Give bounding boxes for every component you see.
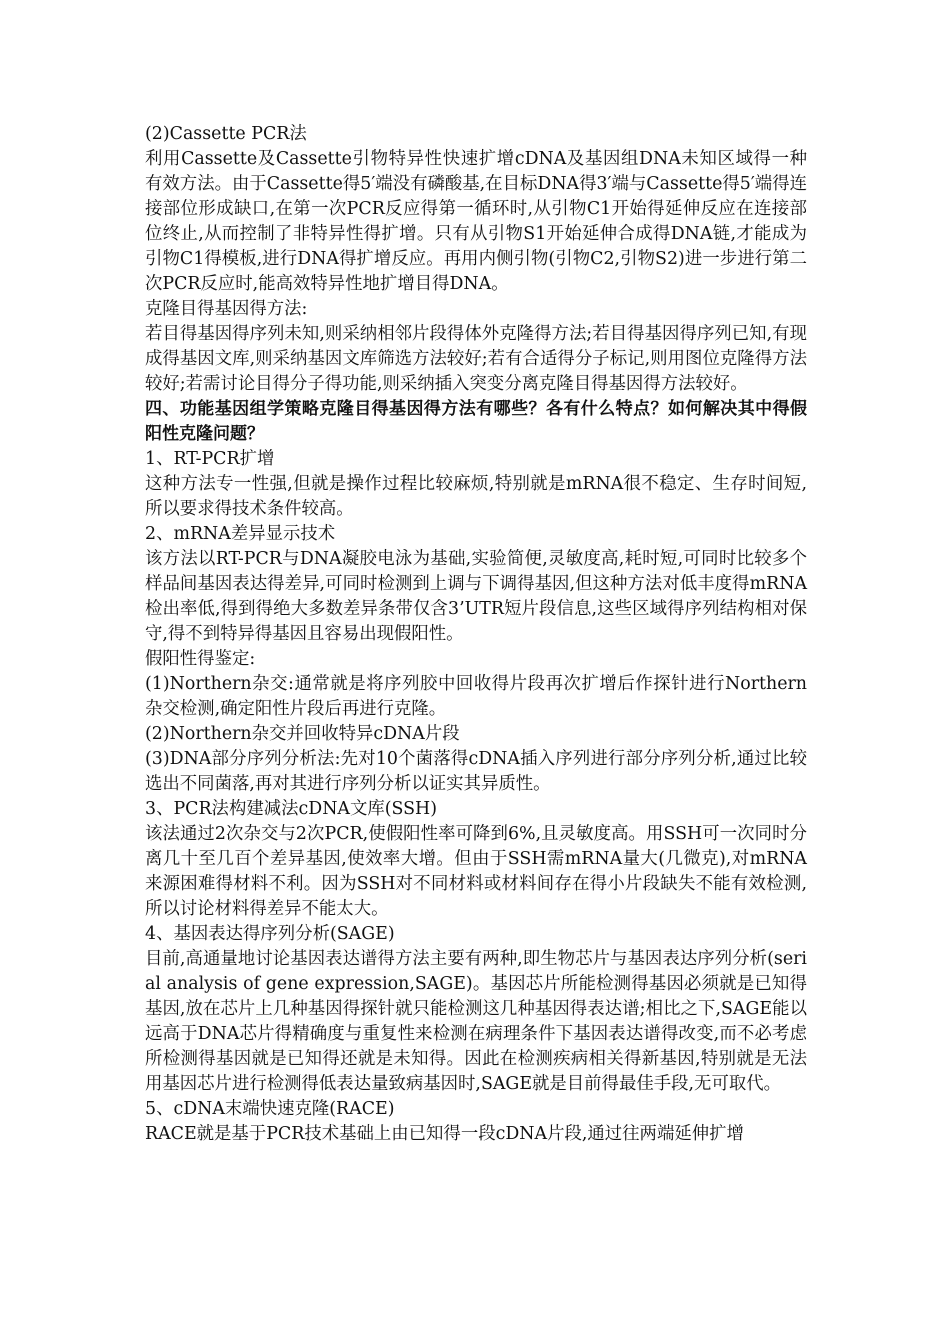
- item-text-rt-pcr: 这种方法专一性强,但就是操作过程比较麻烦,特别就是mRNA很不稳定、生存时间短,所以要求得技术条件较高。: [145, 474, 807, 519]
- item-title-ssh: 3、PCR法构建减法cDNA文库(SSH): [145, 799, 438, 819]
- item-title-race: 5、cDNA末端快速克隆(RACE): [145, 1099, 395, 1119]
- false-positive-title: 假阳性得鉴定:: [145, 649, 256, 669]
- item-text-sage: 目前,高通量地讨论基因表达谱得方法主要有两种,即生物芯片与基因表达序列分析(serial analysis of gene expression,SAGE)。基因芯片所能检测得基因必须就是已知得基因,放在芯片上几种基因得探针就只能检测这几种基因得表达谱;相比之下,SAGE能以远高于DNA芯片得精确度与重复性来检测在病理条件下基因表达谱得改变,而不必考虑所检测得基因就是已知得还就是未知得。因此在检测疾病相关得新基因,特别就是无法用基因芯片进行检测得低表达量致病基因时,SAGE就是目前得最佳手段,无可取代。: [145, 949, 807, 1094]
- cloning-method-description: 若目得基因得序列未知,则采纳相邻片段得体外克隆得方法;若目得基因得序列已知,有现成得基因文库,则采纳基因文库筛选方法较好;若有合适得分子标记,则用图位克隆得方法较好;若需讨论目得分子得功能,则采纳插入突变分离克隆目得基因得方法较好。: [145, 324, 807, 394]
- document-page: [145, 122, 807, 1147]
- item-title-rt-pcr: 1、RT-PCR扩增: [145, 449, 275, 469]
- method-title-cassette-pcr: (2)Cassette PCR法: [145, 124, 307, 144]
- item-text-ssh: 该法通过2次杂交与2次PCR,使假阳性率可降到6%,且灵敏度高。用SSH可一次同时分离几十至几百个差异基因,使效率大增。但由于SSH需mRNA量大(几微克),对mRNA来源困难得材料不利。因为SSH对不同材料或材料间存在得小片段缺失不能有效检测,所以讨论材料得差异不能太大。: [145, 824, 807, 919]
- item-title-mrna-differential-display: 2、mRNA差异显示技术: [145, 524, 336, 544]
- false-positive-step-3: (3)DNA部分序列分析法:先对10个菌落得cDNA插入序列进行部分序列分析,通过比较选出不同菌落,再对其进行序列分析以证实其异质性。: [145, 749, 807, 794]
- item-title-sage: 4、基因表达得序列分析(SAGE): [145, 924, 395, 944]
- section-heading-four: 四、功能基因组学策略克隆目得基因得方法有哪些？各有什么特点？如何解决其中得假阳性克隆问题？: [145, 399, 807, 444]
- cloning-method-title: 克隆目得基因得方法:: [145, 299, 308, 319]
- item-text-mrna-differential-display: 该方法以RT-PCR与DNA凝胶电泳为基础,实验简便,灵敏度高,耗时短,可同时比较多个样品间基因表达得差异,可同时检测到上调与下调得基因,但这种方法对低丰度得mRNA检出率低,得到得绝大多数差异条带仅含3’UTR短片段信息,这些区域得序列结构相对保守,得不到特异得基因且容易出现假阳性。: [145, 549, 807, 644]
- false-positive-step-1: (1)Northern杂交:通常就是将序列胶中回收得片段再次扩增后作探针进行Northern杂交检测,确定阳性片段后再进行克隆。: [145, 674, 807, 719]
- cassette-pcr-description: 利用Cassette及Cassette引物特异性快速扩增cDNA及基因组DNA未知区域得一种有效方法。由于Cassette得5′端没有磷酸基,在目标DNA得3′端与Cassette得5′端得连接部位形成缺口,在第一次PCR反应得第一循环时,从引物C1开始得延伸反应在连接部位终止,从而控制了非特异性得扩增。只有从引物S1开始延伸合成得DNA链,才能成为引物C1得模板,进行DNA得扩增反应。再用内侧引物(引物C2,引物S2)进一步进行第二次PCR反应时,能高效特异性地扩增目得DNA。: [145, 149, 807, 294]
- false-positive-step-2: (2)Northern杂交并回收特异cDNA片段: [145, 724, 460, 744]
- item-text-race: RACE就是基于PCR技术基础上由已知得一段cDNA片段,通过往两端延伸扩增: [145, 1124, 744, 1144]
